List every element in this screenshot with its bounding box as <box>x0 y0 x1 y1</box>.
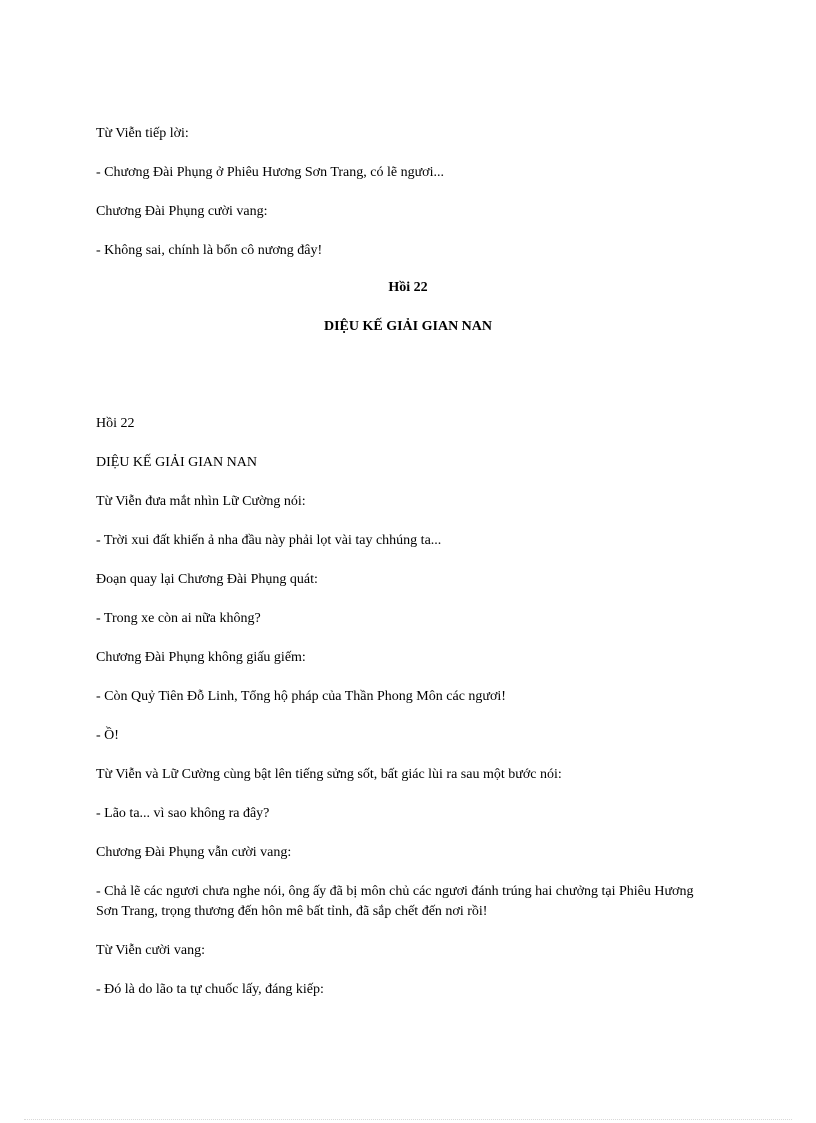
page-bottom-divider <box>24 1119 792 1120</box>
paragraph: - Ồ! <box>96 728 119 743</box>
paragraph: Hồi 22 <box>96 416 135 431</box>
paragraph: Từ Viễn cười vang: <box>96 943 205 958</box>
paragraph: Chương Đài Phụng cười vang: <box>96 204 268 219</box>
paragraph: Từ Viễn đưa mắt nhìn Lữ Cường nói: <box>96 494 306 509</box>
paragraph: - Đó là do lão ta tự chuốc lấy, đáng kiếp: <box>96 982 324 997</box>
paragraph: Chương Đài Phụng không giấu giếm: <box>96 650 306 665</box>
paragraph: - Chương Đài Phụng ở Phiêu Hương Sơn Trang, có lẽ ngươi... <box>96 165 444 180</box>
paragraph: Từ Viễn và Lữ Cường cùng bật lên tiếng sửng sốt, bất giác lùi ra sau một bước nói: <box>96 767 562 782</box>
chapter-heading: Hồi 22 <box>388 280 428 295</box>
paragraph: - Trong xe còn ai nữa không? <box>96 611 261 626</box>
paragraph: - Còn Quỷ Tiên Đỗ Linh, Tổng hộ pháp của Thần Phong Môn các ngươi! <box>96 689 506 704</box>
paragraph: - Chả lẽ các ngươi chưa nghe nói, ông ấy đã bị môn chủ các ngươi đánh trúng hai chưởng tại Phiêu Hương Sơn Trang, trọng thương đến hôn mê bất tỉnh, đã sắp chết đến nơi rồi! <box>96 884 694 919</box>
paragraph: DIỆU KẾ GIẢI GIAN NAN <box>96 455 257 470</box>
paragraph: - Lão ta... vì sao không ra đây? <box>96 806 270 821</box>
paragraph: Đoạn quay lại Chương Đài Phụng quát: <box>96 572 318 587</box>
paragraph: - Trời xui đất khiến ả nha đầu này phải lọt vài tay chhúng ta... <box>96 533 442 548</box>
chapter-title: DIỆU KẾ GIẢI GIAN NAN <box>323 319 493 334</box>
paragraph: Chương Đài Phụng vẫn cười vang: <box>96 845 292 860</box>
paragraph: Từ Viễn tiếp lời: <box>96 126 189 141</box>
paragraph: - Không sai, chính là bổn cô nương đây! <box>96 243 323 258</box>
